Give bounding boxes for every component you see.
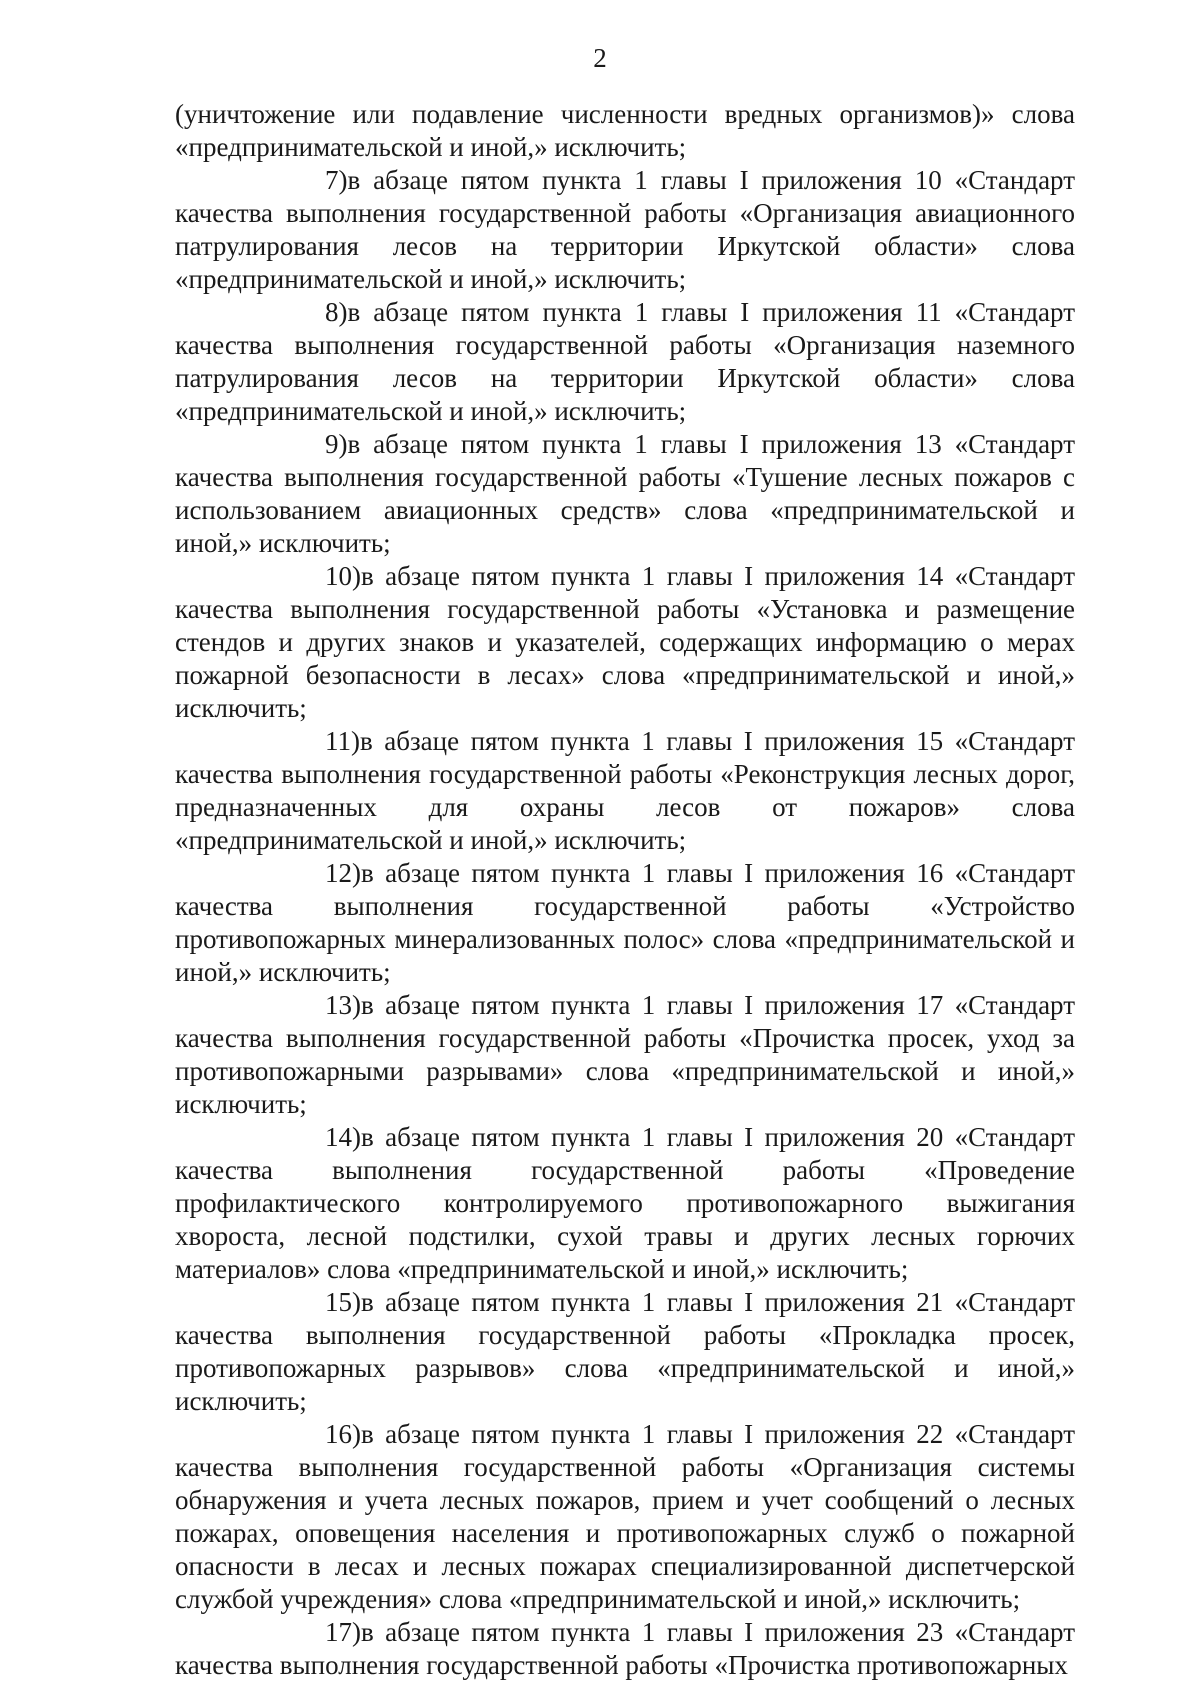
list-item-13: [175, 989, 1075, 1121]
paragraph-text: в абзаце пятом пункта 1 главы I приложения 14 «Стандарт качества выполнения государственной работы «Установка и размещение стендов и других знаков и указателей, содержащих информацию о мерах пожарной безопасности в лесах» слова «предпринимательской и иной,» исключить;: [175, 561, 1075, 723]
page-number: 2: [593, 43, 607, 73]
paragraph-text: в абзаце пятом пункта 1 главы I приложения 22 «Стандарт качества выполнения государственной работы «Организация системы обнаружения и учета лесных пожаров, прием и учет сообщений о лесных пожарах, оповещения населения и противопожарных служб о пожарной опасности в лесах и лесных пожарах специализированной диспетчерской службой учреждения» слова «предпринимательской и иной,» исключить;: [175, 1419, 1075, 1614]
paragraph-text: в абзаце пятом пункта 1 главы I приложения 20 «Стандарт качества выполнения государственной работы «Проведение профилактического контролируемого противопожарного выжигания хвороста, лесной подстилки, сухой травы и других лесных горючих материалов» слова «предпринимательской и иной,» исключить;: [175, 1122, 1075, 1284]
paragraph-text: в абзаце пятом пункта 1 главы I приложения 13 «Стандарт качества выполнения государственной работы «Тушение лесных пожаров с использованием авиационных средств» слова «предпринимательской и иной,» исключить;: [175, 429, 1075, 558]
list-item-17: [175, 1616, 1075, 1682]
item-number: 7): [325, 165, 348, 195]
list-item-11: [175, 725, 1075, 857]
list-item-8: [175, 296, 1075, 428]
paragraph-text: в абзаце пятом пункта 1 главы I приложения 21 «Стандарт качества выполнения государственной работы «Прокладка просек, противопожарных разрывов» слова «предпринимательской и иной,» исключить;: [175, 1287, 1075, 1416]
list-item-14: [175, 1121, 1075, 1286]
list-item-9: [175, 428, 1075, 560]
paragraph-text: в абзаце пятом пункта 1 главы I приложения 23 «Стандарт качества выполнения государственной работы «Прочистка противопожарных: [175, 1617, 1075, 1680]
paragraph-text: (уничтожение или подавление численности вредных организмов)» слова «предпринимательской и иной,» исключить;: [175, 99, 1075, 162]
item-number: 14): [325, 1122, 361, 1152]
item-number: 13): [325, 990, 361, 1020]
paragraph-continuation: [175, 98, 1075, 164]
paragraph-text: в абзаце пятом пункта 1 главы I приложения 16 «Стандарт качества выполнения государственной работы «Устройство противопожарных минерализованных полос» слова «предпринимательской и иной,» исключить;: [175, 858, 1075, 987]
item-number: 9): [325, 429, 348, 459]
paragraph-text: в абзаце пятом пункта 1 главы I приложения 15 «Стандарт качества выполнения государственной работы «Реконструкция лесных дорог, предназначенных для охраны лесов от пожаров» слова «предпринимательской и иной,» исключить;: [175, 726, 1075, 855]
list-item-15: [175, 1286, 1075, 1418]
item-number: 11): [325, 726, 360, 756]
document-body: [175, 98, 1075, 1682]
list-item-7: [175, 164, 1075, 296]
list-item-16: [175, 1418, 1075, 1616]
item-number: 10): [325, 561, 361, 591]
paragraph-text: в абзаце пятом пункта 1 главы I приложения 10 «Стандарт качества выполнения государственной работы «Организация авиационного патрулирования лесов на территории Иркутской области» слова «предпринимательской и иной,» исключить;: [175, 165, 1075, 294]
paragraph-text: в абзаце пятом пункта 1 главы I приложения 17 «Стандарт качества выполнения государственной работы «Прочистка просек, уход за противопожарными разрывами» слова «предпринимательской и иной,» исключить;: [175, 990, 1075, 1119]
item-number: 8): [325, 297, 348, 327]
item-number: 17): [325, 1617, 361, 1647]
list-item-12: [175, 857, 1075, 989]
item-number: 15): [325, 1287, 361, 1317]
item-number: 12): [325, 858, 361, 888]
item-number: 16): [325, 1419, 361, 1449]
list-item-10: [175, 560, 1075, 725]
paragraph-text: в абзаце пятом пункта 1 главы I приложения 11 «Стандарт качества выполнения государственной работы «Организация наземного патрулирования лесов на территории Иркутской области» слова «предпринимательской и иной,» исключить;: [175, 297, 1075, 426]
